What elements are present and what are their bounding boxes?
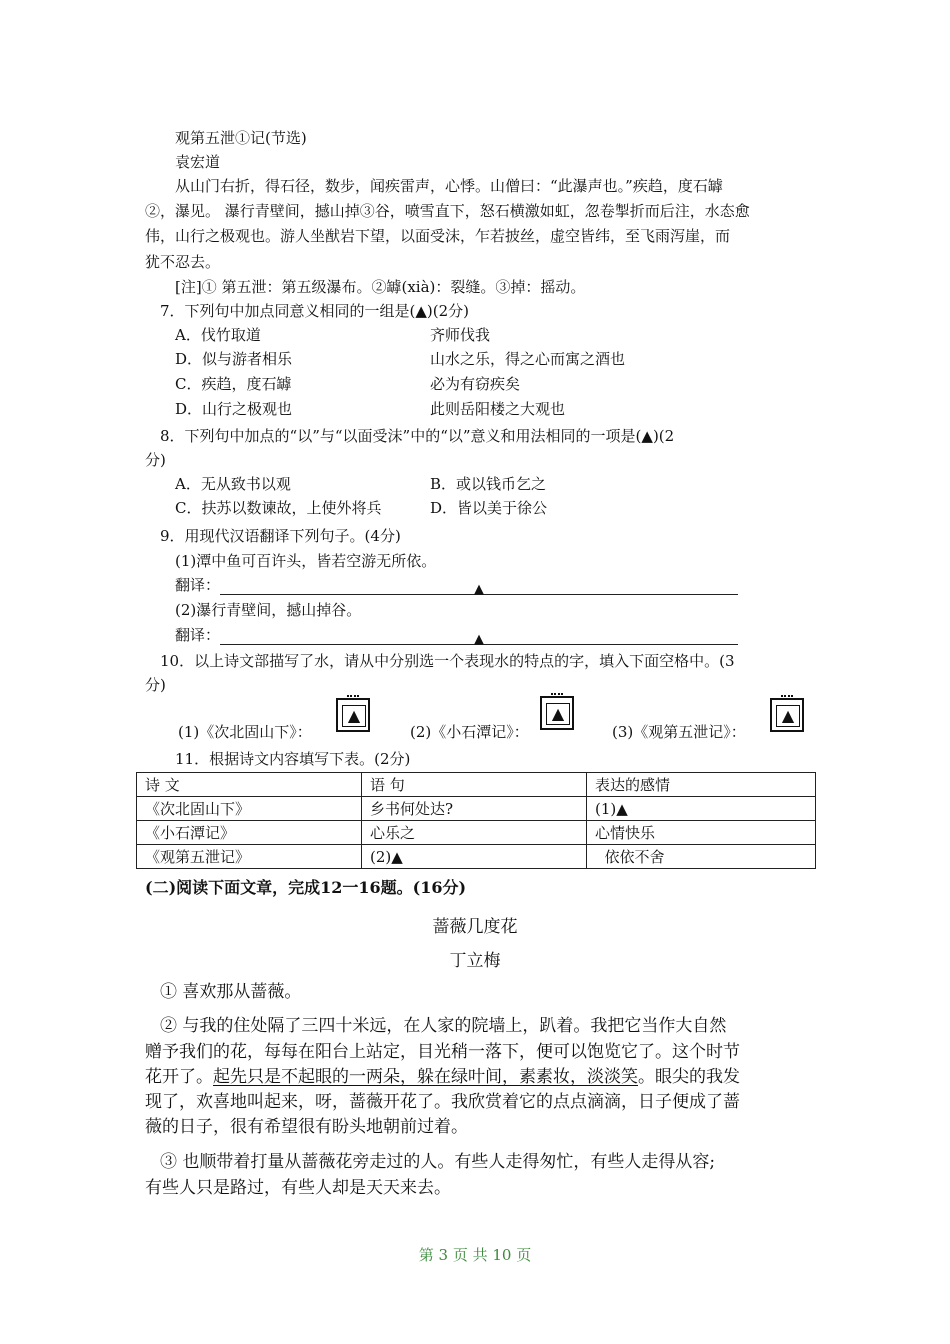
q8-option-a: A．无从致书以观 [175,475,291,493]
q7-option-b: D．似与游者相乐 [175,350,293,368]
q8-stem: 8．下列句中加点的“以”与“以面受沫”中的“以”意义和用法相同的一项是(▲)(2 [160,427,675,445]
essay-paragraph-2-line-4: 现了，欢喜地叫起来，呀，蔷薇开花了。我欣赏着它的点点滴滴，日子便成了蔷 [145,1092,740,1112]
essay-author: 丁立梅 [449,951,501,971]
q10-blank-3-label: (3)《观第五泄记》： [612,723,746,741]
table-cell: 依依不舍 [587,845,816,869]
q9-answer-2 [175,625,738,645]
table-cell: 《次北固山下》 [137,797,362,821]
q8-option-d: D．皆以美于徐公 [430,499,548,517]
passage-line-4: 犹不忍去。 [145,253,221,271]
passage-note: [注]① 第五泄：第五级瀑布。②罅(xià)：裂缝。③掉：摇动。 [175,278,586,296]
q8-option-c: C．扶苏以数谏故，上使外将兵 [175,499,382,517]
table-row [137,821,816,845]
q10-blank-2-label: (2)《小石潭记》： [410,723,529,741]
q8-stem-cont: 分) [145,451,166,469]
essay-paragraph-2-line-3 [145,1065,740,1089]
q9-stem: 9．用现代汉语翻译下列句子。(4分) [160,527,401,545]
q10-stem-cont: 分) [145,676,166,694]
underlined-sentence: 起先只是不起眼的一两朵，躲在绿叶间，素素妆，淡淡笑 [213,1067,638,1087]
q10-answer-box-3[interactable] [770,698,804,732]
q11-stem: 11．根据诗文内容填写下表。(2分) [175,750,411,768]
table-cell: 乡书何处达? [362,797,587,821]
q9-sentence-2: (2)瀑行青壁间，撼山掉谷。 [175,601,362,619]
passage-line-3: 伟，山行之极观也。游人坐猷岩下望，以面受沫，乍若披丝，虚空皆纬，至飞雨泻崖，而 [145,227,731,245]
essay-title: 蔷薇几度花 [432,917,518,937]
q9-answer-blank-2[interactable] [220,628,738,645]
table-cell-answer[interactable]: (1)▲ [587,797,816,821]
table-cell-answer[interactable]: (2)▲ [362,845,587,869]
table-header: 诗 文 [137,773,362,797]
essay-text: 。眼尖的我发 [638,1067,740,1087]
q7-option-c-compare: 必为有窃疾矣 [430,375,521,393]
essay-paragraph-3-line-2: 有些人只是路过，有些人却是天天来去。 [145,1178,451,1198]
answer-marker-icon: ▲ [546,703,570,725]
q10-answer-box-2[interactable] [540,696,574,730]
essay-paragraph-2-line-5: 薇的日子，很有希望很有盼头地朝前过着。 [145,1117,468,1137]
essay-text: 花开了。 [145,1067,213,1087]
table-header: 语 句 [362,773,587,797]
q9-answer-1 [175,575,738,595]
answer-marker-icon: ▲ [776,705,800,727]
q8-option-b: B．或以钱币乞之 [430,475,547,493]
table-cell: 心乐之 [362,821,587,845]
q10-answer-box-1[interactable] [336,698,370,732]
q7-option-d-compare: 此则岳阳楼之大观也 [430,400,566,418]
passage-line-2: ②，瀑见。 瀑行青壁间，撼山掉③谷，喷雪直下，怒石横激如虹，忽卷掣折而后注，水态愈 [145,202,750,220]
q7-option-c: C．疾趋，度石罅 [175,375,292,393]
q7-option-a: A．伐竹取道 [175,326,261,344]
answer-marker-icon: ▲ [474,582,485,597]
q9-sentence-1: (1)潭中鱼可百许头，皆若空游无所依。 [175,552,437,570]
q11-table [136,772,816,869]
table-header-row [137,773,816,797]
passage-author: 袁宏道 [175,153,221,171]
table-cell: 《小石潭记》 [137,821,362,845]
q9-answer-blank-1[interactable] [220,578,738,595]
q7-option-d: D．山行之极观也 [175,400,293,418]
essay-paragraph-1: ① 喜欢那从蔷薇。 [160,982,302,1002]
essay-paragraph-2-line-2: 赠予我们的花，每每在阳台上站定，目光稍一落下，便可以饱览它了。这个时节 [145,1042,740,1062]
table-cell: 心情快乐 [587,821,816,845]
essay-paragraph-2-line-1: ② 与我的住处隔了三四十米远，在人家的院墙上，趴着。我把它当作大自然 [160,1016,727,1036]
table-row [137,797,816,821]
q7-option-a-compare: 齐师伐我 [430,326,491,344]
q10-blank-1-label: (1)《次北固山下》： [178,723,312,741]
table-row [137,845,816,869]
table-cell: 《观第五泄记》 [137,845,362,869]
passage-line-1: 从山门右折，得石径，数步，闻疾雷声，心悸。山僧曰：“此瀑声也。”疾趋，度石罅 [175,177,723,195]
essay-paragraph-3-line-1: ③ 也顺带着打量从蔷薇花旁走过的人。有些人走得匆忙，有些人走得从容; [160,1152,716,1172]
answer-marker-icon: ▲ [342,705,366,727]
q9-translate-label-2: 翻译： [175,626,221,644]
q10-stem: 10．以上诗文部描写了水，请从中分别选一个表现水的特点的字，填入下面空格中。(3 [160,652,735,670]
answer-marker-icon: ▲ [474,632,485,647]
passage-title: 观第五泄①记(节选) [175,129,307,147]
table-header: 表达的感情 [587,773,816,797]
section-2-heading: (二)阅读下面文章，完成12一16题。(16分) [145,878,467,897]
q7-stem: 7．下列句中加点同意义相同的一组是(▲)(2分) [160,302,470,320]
page-number: 第 3 页 共 10 页 [418,1246,532,1264]
q9-translate-label-1: 翻译： [175,576,221,594]
q7-option-b-compare: 山水之乐，得之心而寓之酒也 [430,350,626,368]
